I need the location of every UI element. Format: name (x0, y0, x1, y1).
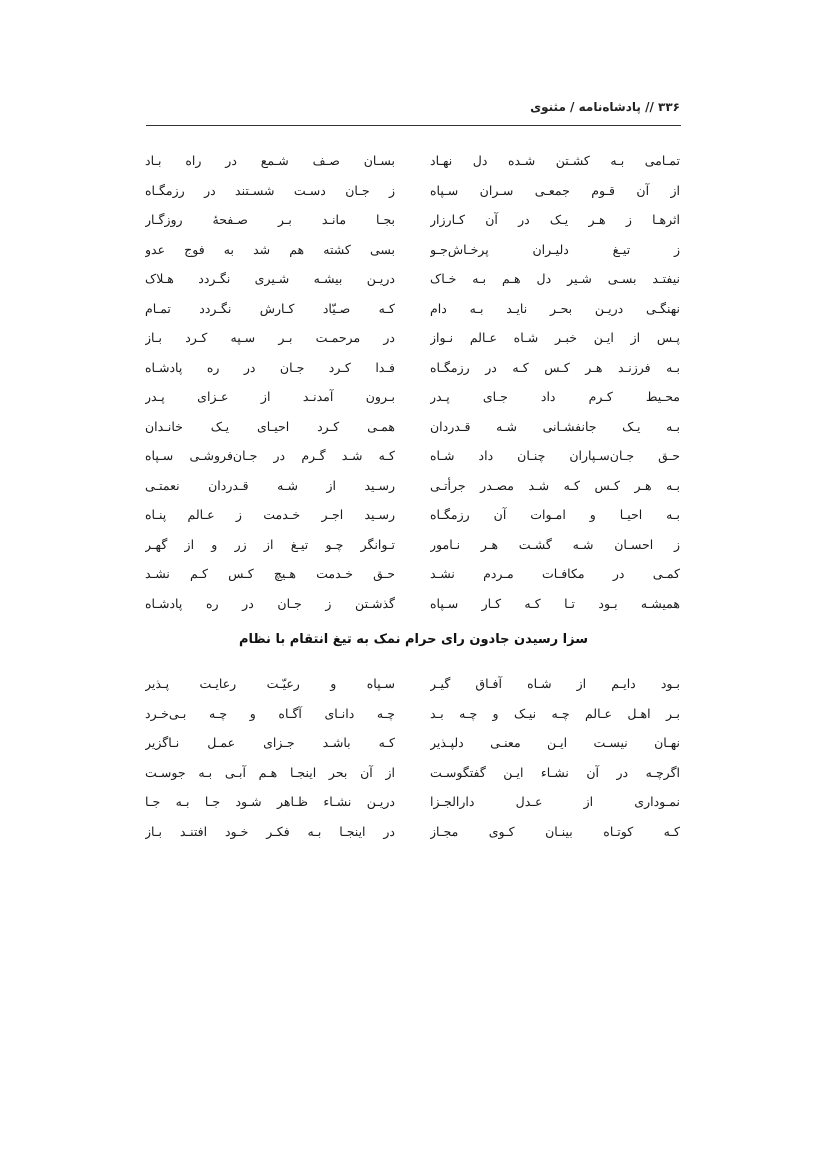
hemistich-second: گذشـتن ز جـان در ره پادشـاه (145, 595, 395, 611)
hemistich-first: پـس از ایـن خبـر شـاه عـالم نـواز (430, 330, 680, 345)
header-divider (146, 125, 681, 126)
hemistich-first: نیفتـد بسـی شـیر دل هـم بـه خـاک (430, 271, 680, 286)
hemistich-second: تـوانگر چـو تیـغ از زر و از گهـر (145, 536, 395, 552)
couplet (145, 589, 680, 619)
couplet (145, 382, 680, 412)
poem-stanza-1 (145, 146, 680, 618)
couplet (145, 559, 680, 589)
section-title: سزا رسیدن جادون رای حرام نمک به تیغ انتقام با نظام (238, 632, 589, 647)
couplet (145, 669, 680, 699)
hemistich-first: نمـوداری از عـدل دارالجـزا (430, 794, 680, 809)
couplet (145, 176, 680, 206)
hemistich-second: کـه صـیّاد کـارش نگـردد تمـام (145, 300, 395, 316)
hemistich-first: کمـی در مکافـات مـردم نشـد (430, 566, 680, 581)
couplet (145, 817, 680, 847)
hemistich-first: ز احسـان شـه گشـت هـر نـامور (430, 536, 680, 552)
couplet (145, 412, 680, 442)
couplet (145, 471, 680, 501)
hemistich-second: همـی کـرد احیـای یـک خانـدان (145, 418, 395, 434)
hemistich-second: فـدا کـرد جـان در ره پادشـاه (145, 359, 395, 375)
hemistich-second: ز جـان دسـت شسـتند در رزمگـاه (145, 182, 395, 198)
hemistich-second: رسـید از شـه قـدردان نعمتـی (145, 477, 395, 493)
hemistich-second: سـپاه و رعیّـت رعایـت پـذیر (145, 676, 395, 691)
hemistich-first: بـر اهـل عـالم چـه نیـک و چـه بـد (430, 705, 680, 721)
hemistich-second: بسـان صـف شـمع در راه بـاد (145, 153, 395, 168)
couplet (145, 758, 680, 788)
couplet (145, 787, 680, 817)
couplet (145, 294, 680, 324)
hemistich-second: بجـا مانـد بـر صـفحهٔ روزگـار (145, 212, 395, 227)
couplet (145, 728, 680, 758)
hemistich-first: بـه یـک جانفشـانی شـه قـدردان (430, 418, 680, 434)
hemistich-first: اگرچـه در آن نشـاء ایـن گفتگوسـت (430, 764, 680, 780)
hemistich-first: تمـامی بـه کشـتن شـده دل نهـاد (430, 153, 680, 168)
running-head: ۳۳۶ // پادشاه‌نامه / مثنوی (530, 100, 680, 114)
hemistich-second: از آن بحر اینجـا هـم آبـی بـه جوسـت (145, 764, 395, 780)
hemistich-second: دریـن بیشـه شـیری نگـردد هـلاک (145, 271, 395, 286)
hemistich-first: بـه فرزنـد هـر کـس کـه در رزمگـاه (430, 359, 680, 375)
hemistich-first: بـه احیـا و امـوات آن رزمگـاه (430, 507, 680, 522)
hemistich-second: بـرون آمدنـد از عـزای پـدر (145, 389, 395, 404)
couplet (145, 323, 680, 353)
couplet (145, 235, 680, 265)
poem-stanza-2 (145, 669, 680, 846)
couplet (145, 441, 680, 471)
hemistich-first: نهنگـی دریـن بحـر نایـد بـه دام (430, 300, 680, 316)
couplet (145, 530, 680, 560)
hemistich-first: از آن قـوم جمعـی سـران سـپاه (430, 182, 680, 198)
hemistich-second: در مرحمـت بـر سـپه کـرد بـاز (145, 330, 395, 345)
couplet (145, 205, 680, 235)
hemistich-second: کـه باشـد جـزای عمـل نـاگزیر (145, 735, 395, 750)
hemistich-second: در اینجـا بـه فکـر خـود افتنـد بـاز (145, 823, 395, 839)
hemistich-second: چـه دانـای آگـاه و چـه بـی‌خـرد (145, 705, 395, 721)
hemistich-first: نهـان نیسـت ایـن معنـی دلپـذیر (430, 735, 680, 750)
hemistich-first: محـیط کـرم داد جـای پـدر (430, 389, 680, 404)
hemistich-second: بسی کشته هم شد به فوج عدو (145, 241, 395, 257)
hemistich-first: اثرهـا ز هـر یـک در آن کـارزار (430, 212, 680, 227)
hemistich-second: رسـید اجـر خـدمت ز عـالم پنـاه (145, 507, 395, 522)
hemistich-first: ز تیـغ دلیـران پرخـاش‌جـو (430, 241, 680, 257)
hemistich-first: همیشـه بـود تـا کـه کـار سـپاه (430, 595, 680, 611)
hemistich-first: بـه هـر کـس کـه شـد مصـدر جرأتـی (430, 477, 680, 493)
hemistich-second: حـق خـدمت هـیچ کـس کـم نشـد (145, 566, 395, 581)
couplet (145, 353, 680, 383)
hemistich-first: کـه کوتـاه بینـان کـوی مجـاز (430, 823, 680, 839)
hemistich-first: حـق جـان‌سـپاران چنـان داد شـاه (430, 448, 680, 463)
hemistich-second: کـه شـد گـرم در جـان‌فروشـی سـپاه (145, 448, 395, 463)
hemistich-first: بـود دایـم از شـاه آفـاق گیـر (430, 676, 680, 691)
couplet (145, 264, 680, 294)
hemistich-second: دریـن نشـاء ظـاهر شـود جـا بـه جـا (145, 794, 395, 809)
couplet (145, 500, 680, 530)
couplet (145, 699, 680, 729)
couplet (145, 146, 680, 176)
